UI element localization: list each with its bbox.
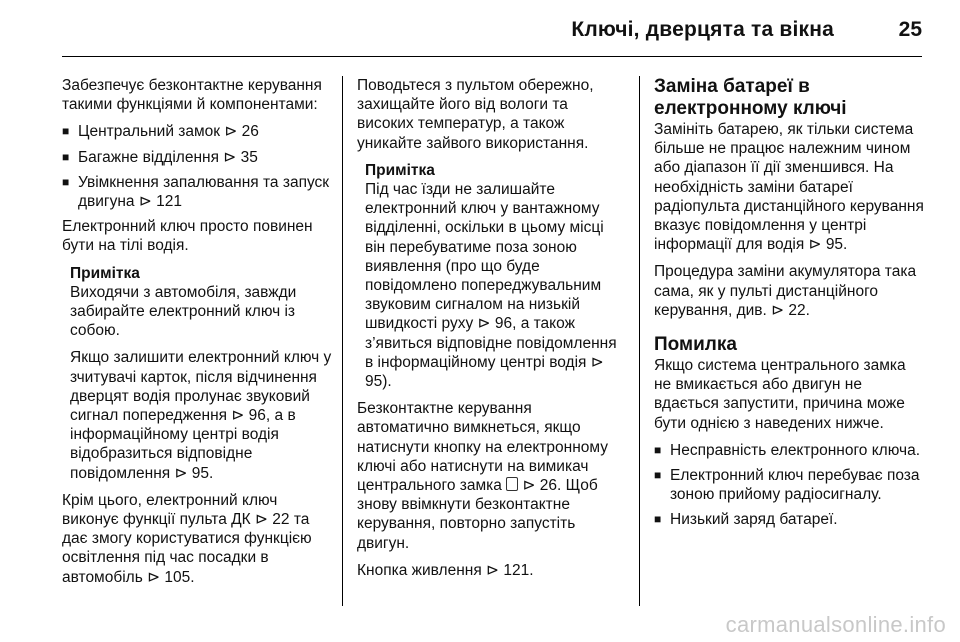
paragraph: Якщо система центрального замка не вмикається або двигун не вдається запустити, причина може бути однією з наведених нижче.: [654, 357, 906, 432]
paragraph: Електронний ключ просто повинен бути на тілі водія.: [62, 218, 313, 255]
note-title: Примітка: [365, 161, 435, 179]
list-item-text: Електронний ключ перебуває поза зоною прийому радіосигналу.: [670, 467, 920, 504]
page-header: [0, 0, 960, 56]
column-1: [62, 76, 332, 595]
list-item: [62, 173, 332, 211]
paragraph: Замініть батарею, як тільки система більше не працює належним чином або діапазон її дії зменшився. На необхідність заміни батареї радіопульта дистанційного керування вказує повідомлення у центрі інформації для водія ⊳ 95.: [654, 121, 924, 254]
list-item-text: Низький заряд батареї.: [670, 511, 838, 529]
note-paragraph: Якщо залишити електронний ключ у зчитувачі карток, після відчинення дверцят водія пролунає звуковий сигнал попередження ⊳ 96, а в інформаційному центрі водія відобразиться відповідне повідомлення ⊳ 95.: [70, 349, 332, 482]
column-divider-1: [342, 76, 343, 606]
paragraph-text: ⊳ 26. Щоб знову ввімкнути безконтактне керування, повторно запустіть двигун.: [357, 477, 598, 552]
paragraph: Процедура заміни акумулятора така сама, як у пульті дистанційного керування, див. ⊳ 22.: [654, 263, 917, 319]
column-2: [357, 76, 627, 588]
note-paragraph: Під час їзди не залишайте електронний ключ у вантажному відділенні, оскільки в цьому місці він перебуватиме поза зоною виявлення (про що буде повідомлено попереджувальним звуковим сигналом на низькій швидкості руху ⊳ 96, а також з’явиться відповідне повідомлення в інформаційному центрі водія ⊳ 95).: [365, 181, 617, 391]
list-item-text: Центральний замок ⊳ 26: [78, 123, 259, 141]
section-heading: Помилка: [654, 334, 737, 356]
paragraph: Кнопка живлення ⊳ 121.: [357, 561, 534, 579]
bullet-icon: ■: [62, 149, 70, 164]
note-paragraph: Виходячи з автомобіля, завжди забирайте електронний ключ із собою.: [70, 283, 297, 340]
list-item-text: Увімкнення запалювання та запуск двигуна ⊳ 121: [78, 173, 330, 211]
watermark: carmanualsonline.info: [725, 612, 946, 637]
bullet-icon: ■: [654, 442, 662, 457]
paragraph: Забезпечує безконтактне керування такими функціями й компонентами:: [62, 77, 322, 114]
paragraph-text: Безконтактне керування автоматично вимкнеться, якщо натиснути кнопку на електронному ключі або натиснути на вимикач центрального замка: [357, 400, 608, 495]
column-3: [654, 76, 924, 536]
note-block: [357, 161, 627, 391]
section-heading: Заміна батареї в електронному ключі: [654, 76, 847, 119]
bullet-icon: ■: [62, 174, 70, 189]
note-title: Примітка: [70, 264, 140, 282]
list-item: [62, 122, 332, 141]
list-item-text: Багажне відділення ⊳ 35: [78, 148, 258, 166]
list-item: [62, 148, 332, 167]
page-number: 25: [898, 18, 922, 41]
list-item: [654, 441, 924, 460]
bullet-icon: ■: [654, 468, 662, 483]
header-divider: [62, 56, 922, 57]
list-item-text: Несправність електронного ключа.: [670, 441, 920, 459]
paragraph: Поводьтеся з пультом обережно, захищайте його від вологи та високих температур, а також уникайте зайвого використання.: [357, 77, 594, 152]
paragraph: Крім цього, електронний ключ виконує функції пульта ДК ⊳ 22 та дає змогу користуватися функцією освітлення під час посадки в автомобіль ⊳ 105.: [62, 491, 312, 586]
list-item: [654, 510, 924, 529]
bullet-icon: ■: [62, 124, 70, 139]
column-divider-2: [639, 76, 640, 606]
bullet-icon: ■: [654, 512, 662, 527]
note-block: [62, 264, 332, 483]
central-lock-icon: [506, 477, 518, 491]
list-item: [654, 466, 924, 504]
paragraph: [357, 399, 627, 553]
page-title: Ключі, дверцята та вікна: [571, 18, 834, 41]
